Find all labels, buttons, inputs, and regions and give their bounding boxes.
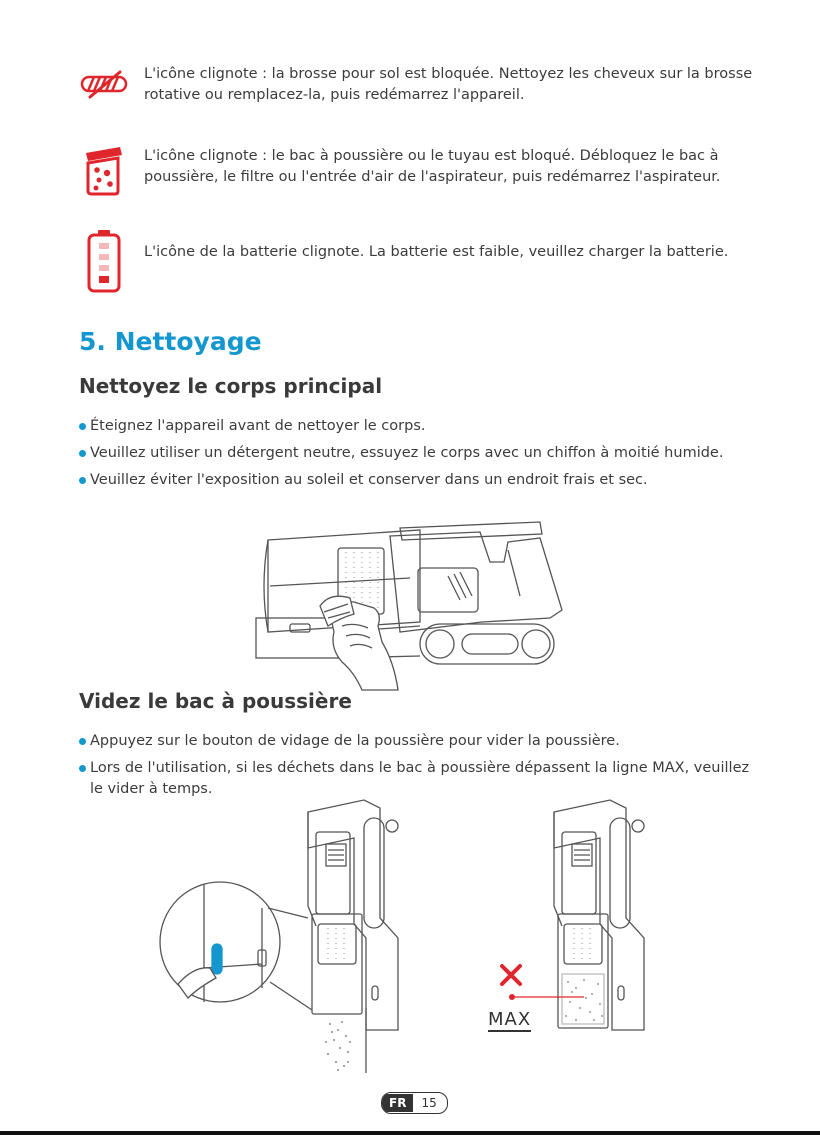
bullet-dot — [79, 477, 86, 484]
bottom-rule — [0, 1131, 820, 1135]
list-item: Éteignez l'appareil avant de nettoyer le corps. — [79, 416, 759, 437]
brush-blocked-icon — [80, 70, 128, 100]
bullet-dot — [79, 765, 86, 772]
bullet-dot — [79, 423, 86, 430]
dustbin-list — [79, 731, 759, 806]
alert-battery-text: L'icône de la batterie clignote. La batterie est faible, veuillez charger la batterie. — [144, 244, 729, 260]
list-item: Veuillez utiliser un détergent neutre, essuyez le corps avec un chiffon à moitié humide. — [79, 443, 759, 464]
language-label: FR — [382, 1094, 413, 1112]
battery-low-icon — [86, 228, 122, 294]
max-line-illustration — [490, 798, 670, 1043]
body-cleaning-title: Nettoyez le corps principal — [79, 374, 383, 398]
max-label: MAX — [488, 1009, 532, 1030]
dustbin-blocked-icon — [82, 143, 124, 197]
list-item: Veuillez éviter l'exposition au soleil et conserver dans un endroit frais et sec. — [79, 470, 759, 491]
page-badge — [381, 1092, 448, 1114]
bullet-dot — [79, 450, 86, 457]
alert-brush-text: L'icône clignote : la brosse pour sol est bloquée. Nettoyez les cheveux sur la brosse rotative ou remplacez-la, puis redémarrez l'appareil. — [144, 66, 753, 103]
body-cleaning-list — [79, 416, 759, 497]
bullet-dot — [79, 738, 86, 745]
empty-dustbin-illustration — [158, 798, 408, 1073]
wipe-body-illustration — [250, 522, 570, 690]
list-item: Lors de l'utilisation, si les déchets dans le bac à poussière dépassent la ligne MAX, veuillez le vider à temps. — [79, 758, 759, 800]
section-title: 5. Nettoyage — [79, 327, 262, 356]
dustbin-title: Videz le bac à poussière — [79, 689, 352, 713]
list-item: Appuyez sur le bouton de vidage de la poussière pour vider la poussière. — [79, 731, 759, 752]
alert-dustbin-text: L'icône clignote : le bac à poussière ou le tuyau est bloqué. Débloquez le bac à poussière, le filtre ou l'entrée d'air de l'aspirateur, puis redémarrez l'aspirateur. — [144, 148, 721, 185]
page-number: 15 — [421, 1096, 437, 1110]
